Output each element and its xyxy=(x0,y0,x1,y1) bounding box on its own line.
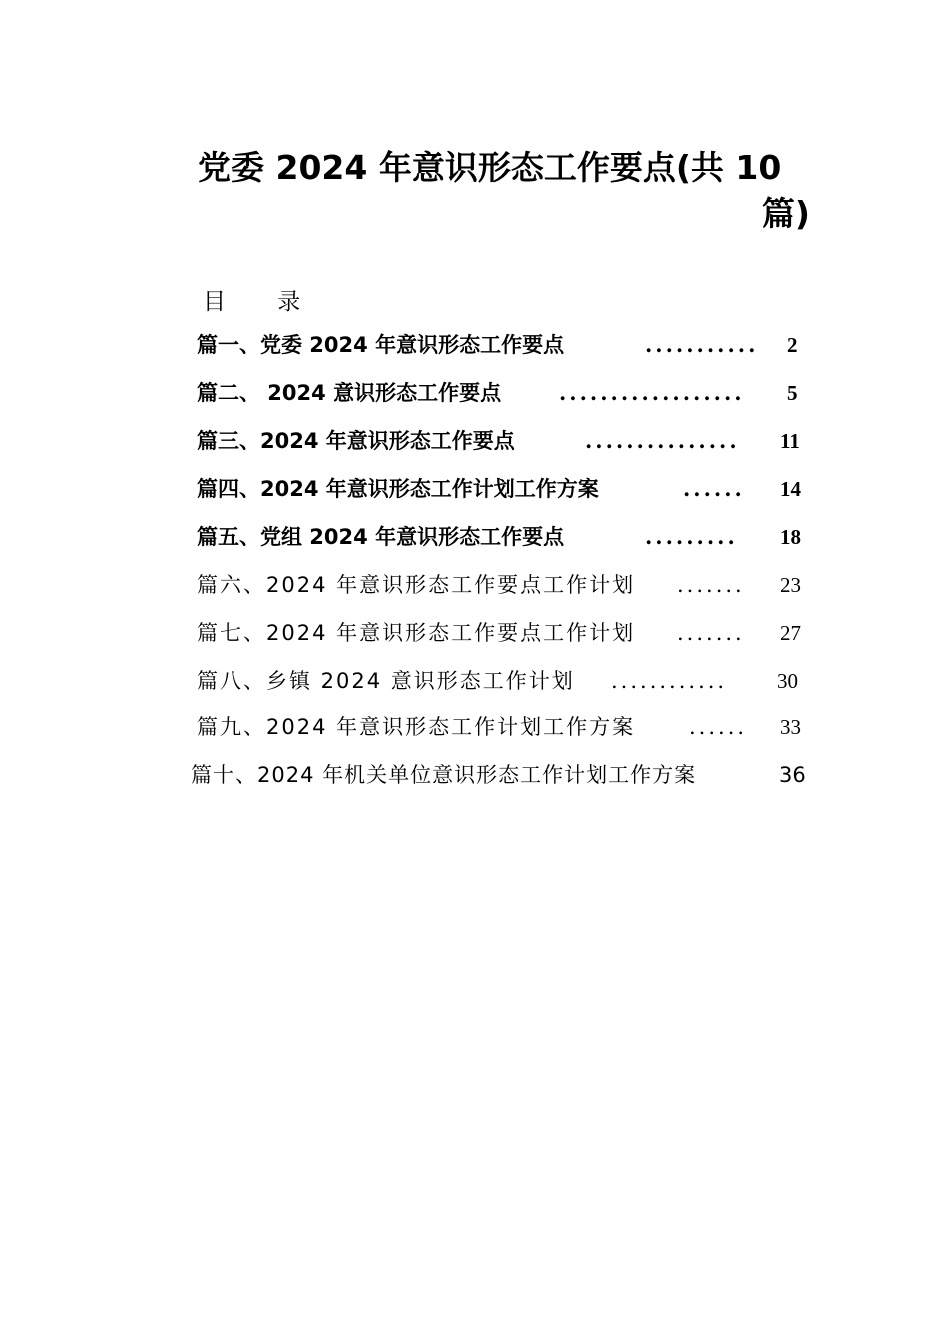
toc-entry-label: 篇九、2024 年意识形态工作计划工作方案 xyxy=(197,715,636,739)
toc-entry-label: 篇四、2024 年意识形态工作计划工作方案 xyxy=(197,477,599,501)
toc-entry-9[interactable] xyxy=(197,712,803,742)
toc-entry-page: 27 xyxy=(780,621,801,645)
toc-entry-label: 篇七、2024 年意识形态工作要点工作计划 xyxy=(197,621,636,645)
toc-entry-page: 36 xyxy=(779,763,806,787)
toc-entry-label: 篇十、2024 年机关单位意识形态工作计划工作方案 xyxy=(191,763,697,787)
toc-entry-page: 2 xyxy=(787,333,798,357)
toc-entry-2[interactable] xyxy=(197,378,803,408)
toc-entry-4[interactable] xyxy=(197,474,803,504)
toc-entry-page: 18 xyxy=(780,525,801,549)
toc-entry-label: 篇八、乡镇 2024 意识形态工作计划 xyxy=(197,669,575,693)
toc-entry-label: 篇五、党组 2024 年意识形态工作要点 xyxy=(197,525,565,549)
toc-entry-1[interactable] xyxy=(197,330,803,360)
toc-entry-page: 23 xyxy=(780,573,801,597)
toc-entry-8[interactable] xyxy=(197,666,803,696)
toc-entry-page: 11 xyxy=(780,429,800,453)
toc-heading: 目 录 xyxy=(203,289,323,315)
toc-entry-page: 33 xyxy=(780,715,801,739)
toc-entry-6[interactable] xyxy=(197,570,803,600)
toc-entry-leader: .................. xyxy=(559,380,745,405)
toc-entry-leader: ....... xyxy=(677,621,745,645)
toc-entry-page: 14 xyxy=(780,477,801,501)
toc-entry-leader: ....... xyxy=(677,573,745,597)
toc-entry-page: 5 xyxy=(787,381,798,405)
toc-entry-page: 30 xyxy=(777,669,798,693)
toc-entry-leader: ......... xyxy=(645,524,738,549)
toc-entry-7[interactable] xyxy=(197,618,803,648)
toc-entry-leader: ........... xyxy=(645,332,759,357)
toc-entry-leader: ...... xyxy=(689,715,748,739)
toc-entry-leader: ...... xyxy=(683,476,745,501)
toc-entry-10[interactable] xyxy=(191,760,805,790)
toc-entry-label: 篇六、2024 年意识形态工作要点工作计划 xyxy=(197,573,636,597)
toc-entry-3[interactable] xyxy=(197,426,803,456)
document-title-line-2: 篇) xyxy=(761,194,810,233)
toc-entry-label: 篇三、2024 年意识形态工作要点 xyxy=(197,429,515,453)
toc-entry-label: 篇一、党委 2024 年意识形态工作要点 xyxy=(197,333,565,357)
toc-entry-label: 篇二、 2024 意识形态工作要点 xyxy=(197,381,502,405)
document-title-line-1: 党委 2024 年意识形态工作要点(共 10 xyxy=(198,148,782,187)
toc-entry-leader: ............ xyxy=(611,669,728,693)
toc-entry-leader: ............... xyxy=(585,428,740,453)
toc-entry-5[interactable] xyxy=(197,522,803,552)
